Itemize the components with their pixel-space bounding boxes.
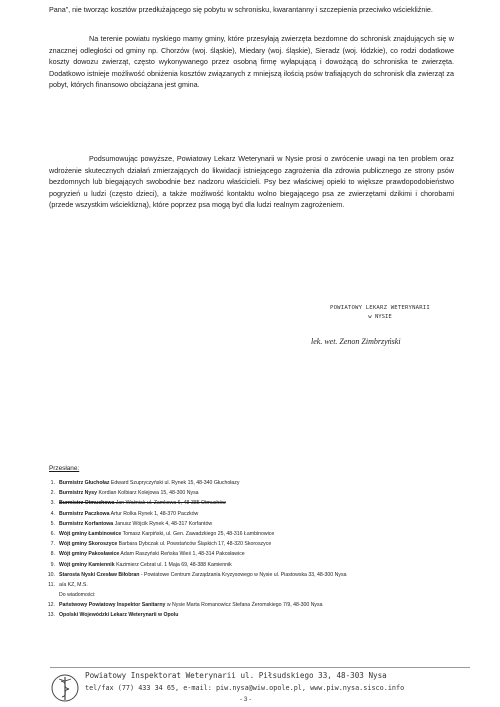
recipient-number: 10. [47,571,55,578]
recipient-title: Wójt gminy Pakosławice [59,551,120,558]
recipient-title: Wójt gminy Skoroszyce [59,541,118,548]
recipient-item [45,549,465,559]
recipient-number: 2. [50,490,55,497]
recipient-details: a/a KZ, M.S. [59,581,88,588]
recipient-details: Edward Szupryczyński ul. Rynek 15, 48-340 Głuchołazy [109,480,240,486]
recipient-details: Tomasz Karpiński, ul. Gen. Zawadzkiego 25, 48-316 Łambinowice [121,530,275,537]
recipient-item [45,529,465,539]
recipient-number: 7. [50,541,55,548]
recipient-title: Burmistrz Korfantowa [59,520,114,527]
recipient-title: Burmistrz Nysy [59,490,98,497]
stamp-location: w NYSIE [368,314,392,320]
footer-divider [50,667,470,668]
recipient-item [45,488,465,498]
recipients-title: Przesłane: [49,465,80,472]
recipient-details: Do wiadomości: [59,592,96,599]
recipient-title: Burmistrz Paczkowa [59,510,110,517]
stamp-title: POWIATOWY LEKARZ WETERYNARII [330,305,430,311]
signatory-name: lek. wet. Zenon Zimbrzyński [311,337,401,346]
recipient-item [45,610,465,620]
page-number: - 3 - [240,696,252,703]
recipient-number: 11. [48,581,55,588]
recipient-item [45,560,465,570]
recipient-title: Wójt gminy Łambinowice [59,530,122,537]
paragraph-municipalities: Na terenie powiatu nyskiego mamy gminy, które przesyłają zwierzęta bezdomne do schronisk znajdujących się w znacznej odległości od gminy np. Chorzów (woj. śląskie), Miedary (woj. śląskie), Sieradz (woj. łódzkie), co rodzi dodatkowe koszty dowozu zwierząt, często wykonywanego przez osobną firmę wyłapującą i dowożącą do schroniska te zwierzęta. Dodatkowo istnieje możliwość obniżenia kosztów związanych z mniejszą ilością psów trafiających do schronisk dla zwierząt za pobyt, których finansowo obciążana jest gmina. [49,34,454,90]
recipient-number: 9. [50,561,55,568]
recipient-details: Kazimierz Cebrat ul. 1 Maja 69, 48-388 Kamiennik [114,561,232,568]
recipient-item [45,539,465,549]
recipient-title: Opolski Wojewódzki Lekarz Weterynarii w Opolu [59,612,179,619]
recipient-title: Wójt gminy Kamiennik [59,561,115,568]
recipient-item [45,600,465,610]
recipient-number: 12. [47,602,55,609]
recipient-title: Burmistrz Głuchołaz [59,480,110,486]
veterinary-caduceus-logo [50,672,80,704]
paragraph-continuation: Pana”, nie tworząc kosztów przedłużającego się pobytu w schronisku, kwarantanny i szczepienia przeciwko wściekliźnie. [49,5,433,14]
recipient-number: 3. [50,500,55,507]
recipient-title: Burmistrz Otmuchowa [59,500,115,507]
recipient-number: 4. [50,510,55,517]
recipient-item [45,580,465,590]
recipient-details: w Nysie Marta Romanowicz Stefana Żeromskiego 7/9, 48-300 Nysa [165,602,323,609]
footer-address: Powiatowy Inspektorat Weterynarii ul. Piłsudskiego 33, 48-303 Nysa [85,671,387,680]
recipient-number: 6. [50,530,55,537]
paragraph-summary: Podsumowując powyższe, Powiatowy Lekarz Weterynarii w Nysie prosi o zwrócenie uwagi na ten problem oraz wdrożenie skutecznych działań zmierzających do likwidacji istniejącego zagrożenia dla zdrowia publicznego ze strony psów bezdomnych lub biegających swobodnie bez nadzoru właścicieli. Psy bez właściwej opieki to większe prawdopodobieństwo pogryzień u ludzi (często dzieci), a także możliwość kontaktu wolno biegającego psa ze zwierzętami dzikimi i chorobami (przede wszystkim wścieklizną), które poprzez psa mogą być dla ludzi realnym zagrożeniem. [49,154,454,210]
recipient-number: 13. [47,612,55,619]
recipient-details: Artur Rolka Rynek 1, 48-370 Paczków [109,510,199,517]
recipient-details: Janusz Wójcik Rynek 4, 48-317 Korfantów [113,520,213,527]
recipient-item [45,509,465,519]
recipient-item [45,570,465,580]
recipient-details: Kordian Kolbiarz Kolejowa 15, 48-300 Nysa [97,490,199,497]
recipient-details: Barbara Dybczak ul. Powstańców Śląskich 17, 48-320 Skoroszyce [117,541,272,548]
recipient-number: 1. [50,480,55,486]
recipient-details: Jan Woźniak ul. Zamkowa 6, 48-385 Otmuchów [114,500,226,507]
recipient-number: 8. [50,551,55,558]
recipient-title: Państwowy Powiatowy Inspektor Sanitarny [59,602,166,609]
recipient-details: Adam Raszyński Reńska Wieś 1, 48-314 Pakosławice [119,551,245,558]
recipient-item [45,590,465,600]
recipient-details: - Powiatowe Centrum Zarządzania Kryzysowego w Nysie ul. Piastowska 33, 48-300 Nysa [139,571,347,578]
footer-contact: tel/fax (77) 433 34 65, e-mail: piw.nysa@wiw.opole.pl, www.piw.nysa.sisco.info [85,684,405,692]
recipient-item [45,498,465,508]
recipient-item [45,519,465,529]
recipients-list [45,478,465,621]
recipient-number: 5. [50,520,55,527]
recipient-title: Starosta Nyski Czesław Biłobran [59,571,140,578]
recipient-item [45,478,465,488]
